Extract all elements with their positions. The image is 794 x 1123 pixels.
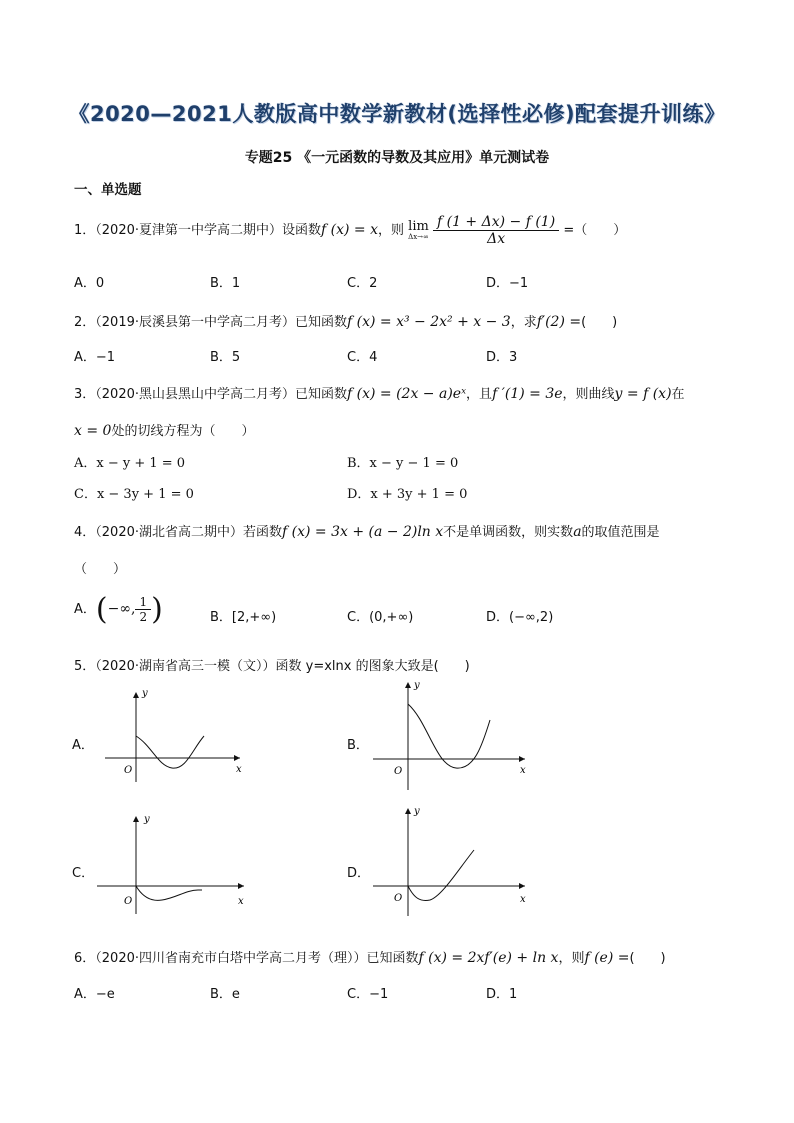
q1-fraction: $\frac{f (1 + \Delta x) - f (1)}{\Delta x}$	[433, 214, 559, 247]
question-6: 6．（2020·四川省南充市白塔中学高二月考（理））已知函数f (x) = 2xf′(e) + ln x，则f (e) =( )	[74, 950, 666, 966]
x-axis-arrow-icon	[238, 883, 244, 889]
q1-function: f (x) = x	[321, 222, 378, 238]
y-axis-arrow-icon	[133, 692, 139, 698]
y-axis-arrow-icon	[133, 816, 139, 822]
question-4-line2: （ ）	[74, 562, 127, 577]
question-3-line2: x = 0处的切线方程为（ ）	[74, 423, 255, 439]
q1-option-b[interactable]: B．1	[210, 276, 241, 291]
q3-option-a[interactable]: A．x − y + 1 = 0	[74, 456, 186, 471]
q6-option-d[interactable]: D．1	[486, 987, 518, 1002]
question-5: 5．（2020·湖南省高三一模（文））函数 y=xlnx 的图象大致是( )	[74, 659, 470, 674]
y-label: y	[414, 680, 420, 691]
y-label: y	[414, 806, 420, 817]
q5-graph-c[interactable]	[94, 810, 250, 916]
q4-option-c[interactable]: C．(0,+∞)	[347, 610, 414, 625]
q1-option-a[interactable]: A．0	[74, 276, 105, 291]
q3-option-d[interactable]: D．x + 3y + 1 = 0	[347, 487, 468, 502]
q1-option-c[interactable]: C．2	[347, 276, 378, 291]
q3-curve: y = f (x)	[614, 386, 672, 402]
x-label: x	[236, 764, 242, 775]
q6-option-b[interactable]: B．e	[210, 987, 240, 1002]
q1-prefix: 1．（2020·夏津第一中学高二期中）设函数	[74, 223, 321, 238]
q5-option-c[interactable]: C．	[72, 866, 95, 881]
q1-mid: ，则	[377, 223, 404, 238]
q2-ask: f′(2) =	[536, 314, 582, 330]
q6-option-a[interactable]: A．−e	[74, 987, 115, 1002]
q5-graph-a[interactable]	[100, 684, 250, 784]
x-label: x	[238, 896, 244, 907]
q4-option-a[interactable]: A．(−∞, $\frac{1}{2}$ )	[74, 592, 163, 627]
q5-graph-d[interactable]	[370, 802, 530, 918]
q2-option-a[interactable]: A．−1	[74, 350, 116, 365]
document-title: 《2020—2021人教版高中数学新教材(选择性必修)配套提升训练》	[68, 102, 726, 126]
q5-option-d[interactable]: D．	[347, 866, 371, 881]
q3-option-c[interactable]: C．x − 3y + 1 = 0	[74, 487, 194, 502]
origin-label: O	[124, 896, 133, 907]
q2-option-d[interactable]: D．3	[486, 350, 518, 365]
y-axis-arrow-icon	[405, 808, 411, 814]
question-4: 4．（2020·湖北省高二期中）若函数f (x) = 3x + (a − 2)ln x不是单调函数，则实数a的取值范围是	[74, 524, 660, 540]
x-axis-arrow-icon	[234, 755, 240, 761]
origin-label: O	[394, 766, 403, 777]
q1-limit: lim Δx→∞	[408, 219, 429, 241]
q6-option-c[interactable]: C．−1	[347, 987, 389, 1002]
x-axis-arrow-icon	[519, 883, 525, 889]
q1-suffix: =（ ）	[563, 223, 627, 238]
question-2: 2．（2019·辰溪县第一中学高二月考）已知函数f (x) = x³ − 2x² + x − 3，求f′(2) =( )	[74, 314, 618, 330]
q3-function: f (x) = (2x − a)eˣ	[347, 386, 467, 402]
section-heading: 一、单选题	[74, 182, 142, 198]
q2-function: f (x) = x³ − 2x² + x − 3	[347, 314, 511, 330]
curve-b	[408, 704, 490, 768]
q5-option-a[interactable]: A．	[72, 738, 94, 753]
origin-label: O	[394, 893, 403, 904]
q4-option-d[interactable]: D．(−∞,2)	[486, 610, 554, 625]
q3-option-b[interactable]: B．x − y − 1 = 0	[347, 456, 459, 471]
q6-function: f (x) = 2xf′(e) + ln x	[418, 950, 559, 966]
question-3: 3．（2020·黑山县黑山中学高二月考）已知函数f (x) = (2x − a)eˣ，且f ′(1) = 3e，则曲线y = f (x)在	[74, 386, 685, 402]
q5-option-b[interactable]: B．	[347, 738, 369, 753]
q4-function: f (x) = 3x + (a − 2)ln x	[282, 524, 444, 540]
y-axis-arrow-icon	[405, 682, 411, 688]
curve-a	[136, 736, 204, 768]
document-subtitle: 专题25 《一元函数的导数及其应用》单元测试卷	[244, 150, 550, 166]
question-1	[74, 214, 626, 247]
q1-option-d[interactable]: D．−1	[486, 276, 529, 291]
x-label: x	[520, 894, 526, 905]
q6-ask: f (e) =	[584, 950, 630, 966]
x-label: x	[520, 765, 526, 776]
q5-graph-b[interactable]	[370, 676, 530, 792]
curve-c	[136, 886, 202, 900]
curve-d	[408, 850, 474, 900]
q2-option-c[interactable]: C．4	[347, 350, 378, 365]
origin-label: O	[124, 765, 133, 776]
q2-option-b[interactable]: B．5	[210, 350, 241, 365]
y-label: y	[142, 688, 148, 699]
y-label: y	[144, 814, 150, 825]
q4-option-b[interactable]: B．[2,+∞)	[210, 610, 277, 625]
q3-condition: f ′(1) = 3e	[492, 386, 563, 402]
x-axis-arrow-icon	[519, 756, 525, 762]
